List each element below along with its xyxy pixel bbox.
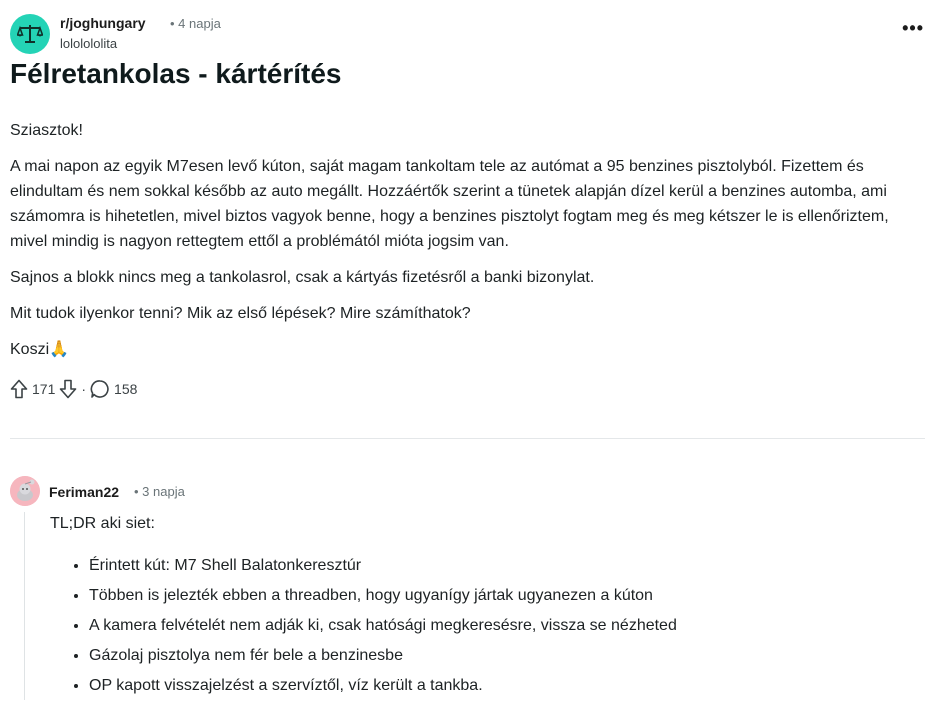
comment-body: [50, 511, 920, 703]
downvote-button[interactable]: [59, 379, 77, 399]
post-title: Félretankolas - kártérítés: [10, 58, 342, 89]
snoo-avatar-icon: [10, 476, 40, 506]
comment-count: 158: [114, 381, 138, 397]
comments-button[interactable]: [90, 379, 141, 399]
comment-bullet-list: [50, 553, 920, 698]
post-paragraph: Sajnos a blokk nincs meg a tankolasrol, csak a kártyás fizetésről a banki bizonylat.: [10, 269, 595, 286]
post-body: [10, 118, 930, 373]
divider: [10, 438, 925, 439]
comment-time: • 3 napja: [134, 484, 185, 499]
arrow-up-icon: [10, 379, 28, 399]
upvote-button[interactable]: [10, 379, 28, 399]
post-header: [10, 12, 936, 56]
more-options-button[interactable]: •••: [902, 18, 924, 38]
speech-bubble-icon: [90, 379, 110, 399]
list-item: • A kamera felvételét nem adják ki, csak hatósági megkeresésre, vissza se nézheted: [89, 613, 920, 638]
post-paragraph: Sziasztok!: [10, 122, 83, 139]
list-item: • OP kapott visszajelzést a szervíztől, víz került a tankba.: [89, 673, 920, 698]
upvote-count: 171: [32, 381, 56, 397]
post-author[interactable]: lololololita: [60, 36, 118, 51]
comment-intro: TL;DR aki siet:: [50, 515, 155, 532]
scales-of-justice-icon: [17, 23, 43, 45]
post-paragraph: Mit tudok ilyenkor tenni? Mik az első lépések? Mire számíthatok?: [10, 305, 471, 322]
subreddit-name[interactable]: r/joghungary: [60, 15, 146, 31]
subreddit-avatar[interactable]: [10, 14, 50, 54]
list-item: • Érintett kút: M7 Shell Balatonkeresztúr: [89, 553, 920, 578]
post-paragraph: Koszi🙏: [10, 341, 70, 358]
post-actions: [10, 376, 141, 402]
thread-line[interactable]: [24, 512, 25, 700]
list-item: • Gázolaj pisztolya nem fér bele a benzinesbe: [89, 643, 920, 668]
post-time: • 4 napja: [170, 16, 221, 31]
commenter-avatar[interactable]: [10, 476, 40, 506]
arrow-down-icon: [59, 379, 77, 399]
list-item: • Többen is jelezték ebben a threadben, hogy ugyanígy jártak ugyanezen a kúton: [89, 583, 920, 608]
action-separator: ·: [81, 381, 87, 397]
comment-author[interactable]: Feriman22: [49, 484, 120, 500]
post-paragraph: A mai napon az egyik M7esen levő kúton, saját magam tankoltam tele az autómat a 95 benzines pisztolyból. Fizettem és elindultam és nem sokkal később az auto megállt. Hozzáértők szerint a tünetek alapján dízel kerül a benzines automba, ami számomra is hihetetlen, mivel biztos vagyok benne, hogy a benzines pisztolyt fogtam meg és meg kétszer le is ellenőriztem, mivel mindig is nagyon rettegtem ettől a problémától mióta jogsim van.: [10, 158, 889, 250]
comment-header: [10, 476, 410, 508]
